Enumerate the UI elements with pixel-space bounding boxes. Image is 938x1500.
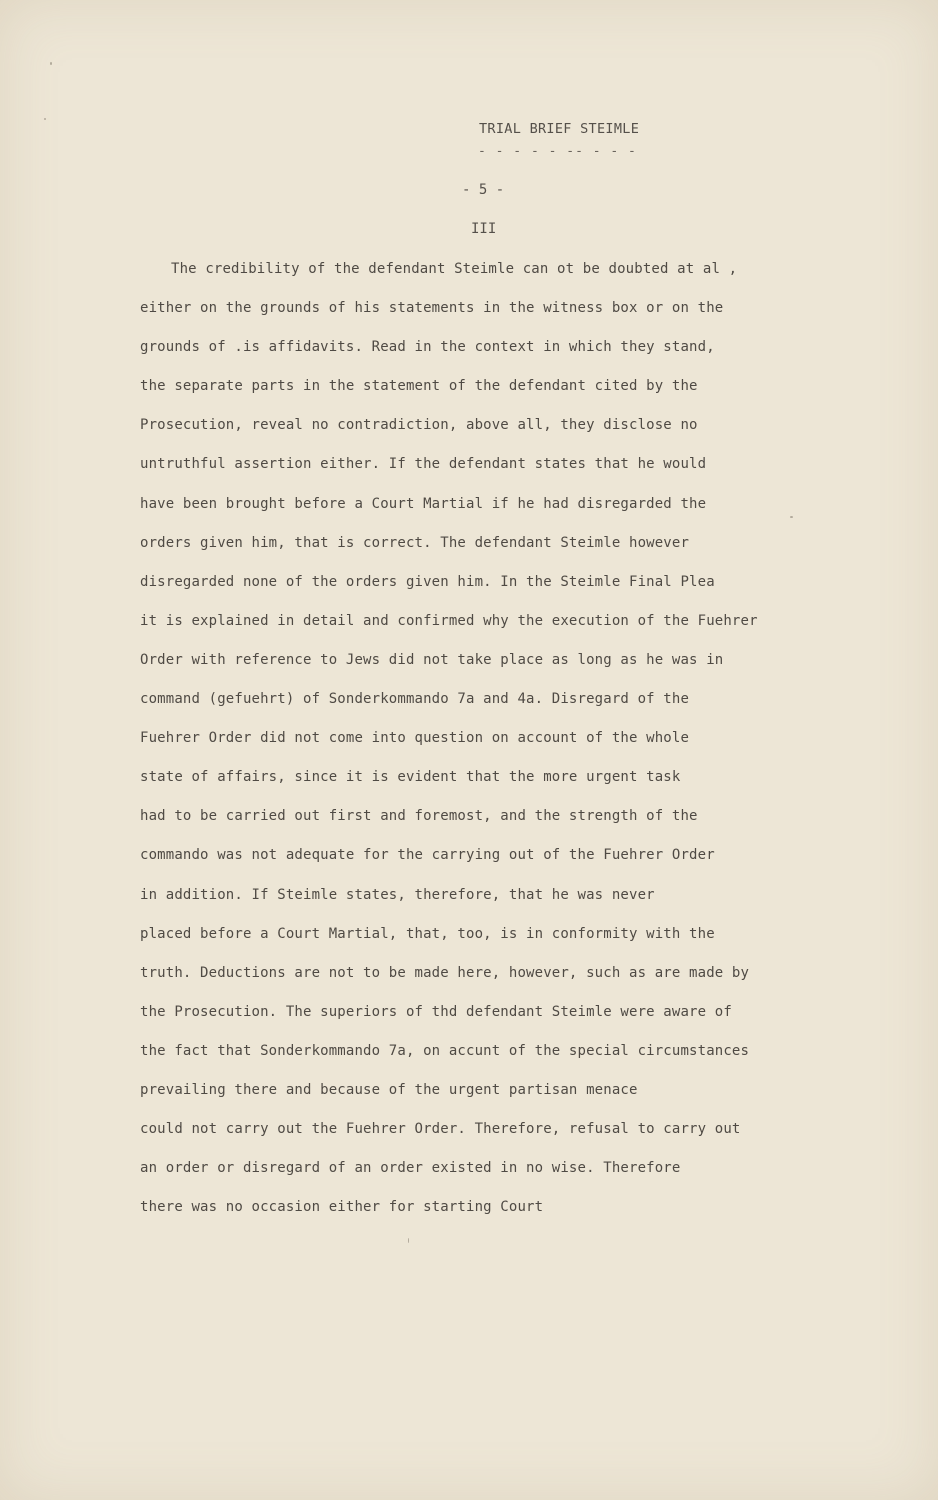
paper-speck	[50, 62, 52, 65]
text-line: had to be carried out first and foremost, and the strength of the	[140, 808, 698, 825]
text-line: orders given him, that is correct. The defendant Steimle however	[140, 534, 690, 551]
text-line: Prosecution, reveal no contradiction, above all, they disclose no	[140, 417, 698, 434]
text-line: disregarded none of the orders given him. In the Steimle Final Plea	[140, 573, 715, 590]
text-line: grounds of .is affidavits. Read in the context in which they stand,	[140, 339, 715, 356]
text-line: there was no occasion either for starting Court	[140, 1199, 544, 1216]
text-line: placed before a Court Martial, that, too, is in conformity with the	[140, 925, 715, 942]
text-line: the separate parts in the statement of the defendant cited by the	[140, 378, 698, 395]
text-line: in addition. If Steimle states, therefore, that he was never	[140, 886, 655, 903]
text-line: command (gefuehrt) of Sonderkommando 7a and 4a. Disregard of the	[140, 691, 690, 708]
text-line: untruthful assertion either. If the defendant states that he would	[140, 456, 707, 473]
text-line: commando was not adequate for the carrying out of the Fuehrer Order	[140, 847, 715, 864]
paper-speck	[44, 118, 46, 120]
text-line: the fact that Sonderkommando 7a, on accunt of the special circumstances	[140, 1042, 750, 1059]
text-line: have been brought before a Court Martial if he had disregarded the	[140, 495, 707, 512]
paper-speck	[408, 1238, 409, 1243]
section-number: III	[471, 221, 497, 237]
text-line: either on the grounds of his statements in the witness box or on the	[140, 300, 724, 317]
header-title: TRIAL BRIEF STEIMLE	[479, 121, 640, 137]
text-line: an order or disregard of an order existed in no wise. Therefore	[140, 1160, 681, 1177]
text-line: could not carry out the Fuehrer Order. Therefore, refusal to carry out	[140, 1121, 741, 1138]
header-underline: - - - - - -- - - -	[478, 144, 637, 159]
text-line: it is explained in detail and confirmed why the execution of the Fuehrer	[140, 612, 758, 629]
text-line: truth. Deductions are not to be made here, however, such as are made by	[140, 964, 750, 981]
page-number: - 5 -	[462, 182, 505, 198]
text-line: the Prosecution. The superiors of thd defendant Steimle were aware of	[140, 1003, 732, 1020]
body-text	[140, 258, 930, 1235]
text-line: Order with reference to Jews did not take place as long as he was in	[140, 651, 724, 668]
text-line: The credibility of the defendant Steimle can ot be doubted at al ,	[171, 261, 738, 277]
text-line: prevailing there and because of the urgent partisan menace	[140, 1081, 638, 1098]
text-line: Fuehrer Order did not come into question on account of the whole	[140, 730, 690, 747]
text-line: state of affairs, since it is evident that the more urgent task	[140, 769, 681, 786]
